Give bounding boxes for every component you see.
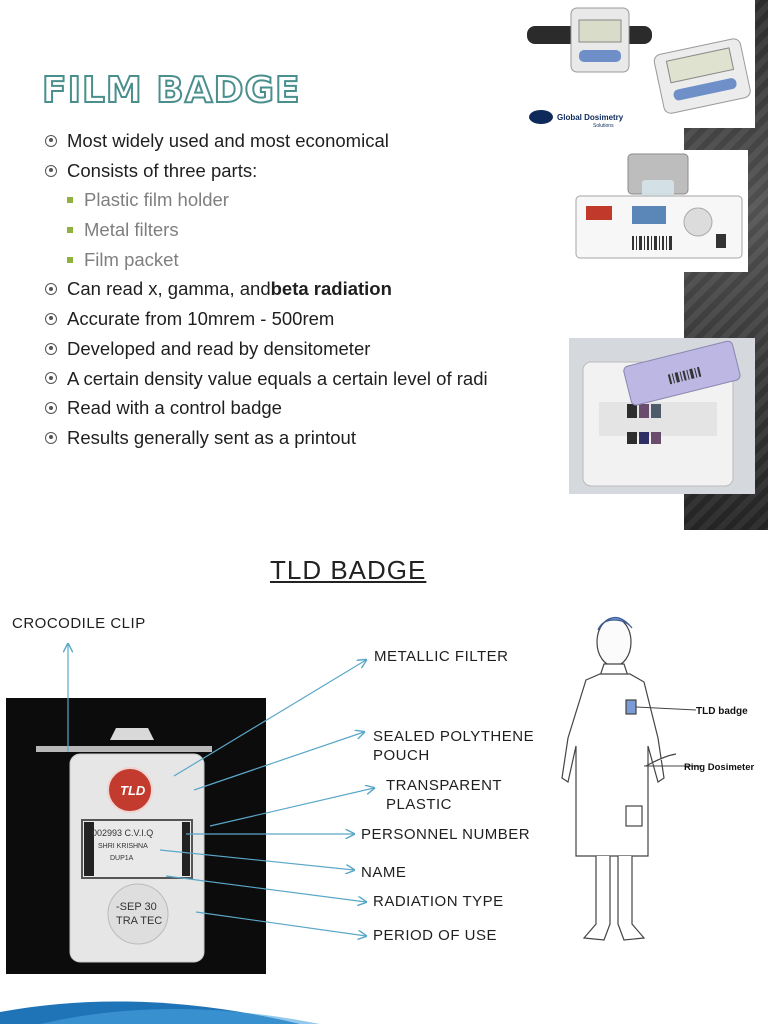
bullet-text: Results generally sent as a printout xyxy=(67,426,356,448)
badge-line-5: TRA TEC xyxy=(116,915,163,927)
label-metallic-filter: METALLIC FILTER xyxy=(374,648,509,665)
label-arrows xyxy=(0,600,380,960)
bullet-item xyxy=(45,423,605,453)
logo-text: Global Dosimetry xyxy=(557,113,624,122)
badge-line-4: -SEP 30 xyxy=(116,901,157,913)
bullet-text: Accurate from 10mrem - 500rem xyxy=(67,308,335,330)
logo-subtext: Solutions xyxy=(593,123,614,128)
bullet-item xyxy=(45,304,605,334)
label-transparent: TRANSPARENT xyxy=(386,777,503,794)
bullet-text: Most widely used and most economical xyxy=(67,130,389,151)
label-crocodile-clip: CROCODILE CLIP xyxy=(12,615,146,632)
label-sealed-polythene: SEALED POLYTHENE xyxy=(373,728,535,745)
circle-bullet-icon xyxy=(45,313,57,325)
label-name: NAME xyxy=(361,864,407,881)
dosimeter-wristband-photo xyxy=(517,0,755,128)
sub-bullet-item xyxy=(45,215,605,245)
bullet-item xyxy=(45,156,605,186)
figure-label-ring-dosimeter: Ring Dosimeter xyxy=(684,762,755,773)
circle-bullet-icon xyxy=(45,283,57,295)
label-plastic: PLASTIC xyxy=(386,796,453,813)
bullet-item xyxy=(45,126,605,156)
bullet-text: Film packet xyxy=(84,248,179,270)
badge-line-1: 002993 C.V.I.Q xyxy=(92,828,154,838)
badge-line-2: SHRI KRISHNA xyxy=(98,843,148,850)
bullet-text: beta radiation xyxy=(270,278,392,300)
bottom-swoosh-decoration xyxy=(0,986,768,1024)
bullet-text: Consists of three parts: xyxy=(67,159,258,181)
bullet-text: Developed and read by densitometer xyxy=(67,337,371,359)
bullet-item xyxy=(45,334,605,364)
badge-line-3: DUP1A xyxy=(110,855,134,862)
figure-label-tld-badge: TLD badge xyxy=(696,706,748,717)
bullet-item xyxy=(45,364,605,394)
bullet-text: Read with a control badge xyxy=(67,397,282,419)
bullet-text: A certain density value equals a certain level of radi xyxy=(67,367,488,389)
bullet-text: Metal filters xyxy=(84,219,179,241)
circle-bullet-icon xyxy=(45,432,57,444)
label-personnel-number: PERSONNEL NUMBER xyxy=(361,826,531,843)
circle-bullet-icon xyxy=(45,402,57,414)
square-bullet-icon xyxy=(67,257,73,263)
square-bullet-icon xyxy=(67,227,73,233)
film-packet-case-photo xyxy=(569,338,755,494)
film-badge-bullet-list xyxy=(45,126,605,453)
sub-bullet-item xyxy=(45,245,605,275)
film-badge-title: FILM BADGE xyxy=(42,70,301,111)
square-bullet-icon xyxy=(67,197,73,203)
circle-bullet-icon xyxy=(45,165,57,177)
clip-badge-photo xyxy=(572,150,748,272)
tld-badge-title: TLD BADGE xyxy=(270,555,427,585)
sub-bullet-item xyxy=(45,185,605,215)
bullet-text: Can read x, gamma, and xyxy=(67,278,271,300)
label-radiation-type: RADIATION TYPE xyxy=(373,893,504,910)
label-period-of-use: PERIOD OF USE xyxy=(373,927,498,944)
circle-bullet-icon xyxy=(45,343,57,355)
bullet-item xyxy=(45,393,605,423)
person-wearing-tld-figure xyxy=(546,606,764,958)
tld-logo: TLD xyxy=(120,783,146,798)
circle-bullet-icon xyxy=(45,135,57,147)
bullet-text: Plastic film holder xyxy=(84,189,229,211)
circle-bullet-icon xyxy=(45,372,57,384)
label-pouch: POUCH xyxy=(373,747,430,764)
bullet-item xyxy=(45,274,605,304)
